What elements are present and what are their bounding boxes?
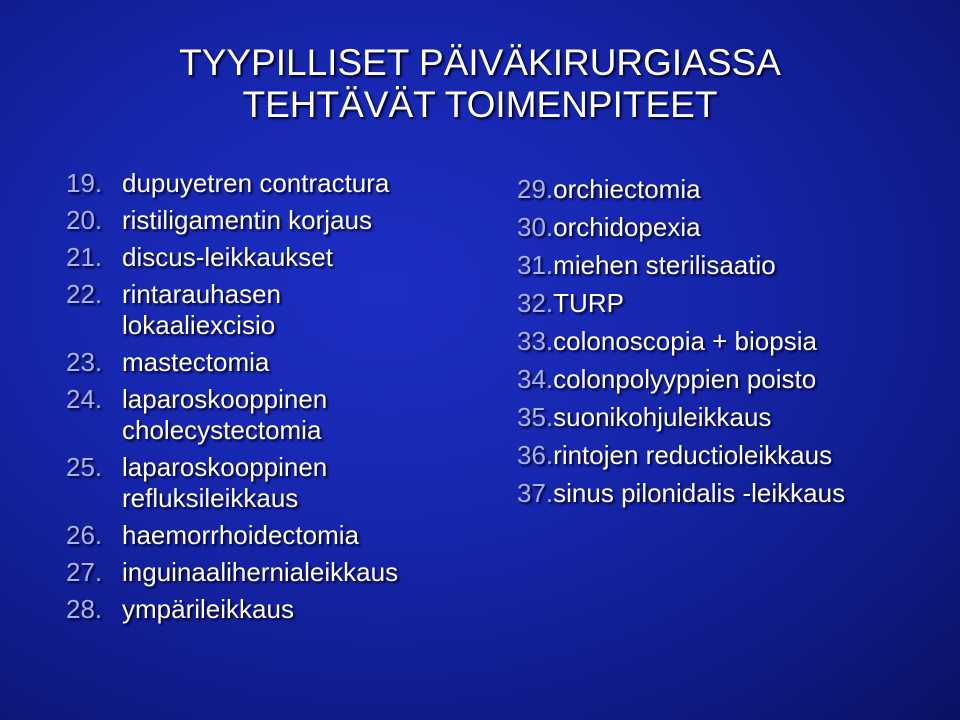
list-item <box>66 242 486 273</box>
list-item <box>517 326 947 357</box>
item-text: rintojen reductioleikkaus <box>553 440 833 470</box>
list-item <box>66 520 486 551</box>
title-line-1: TYYPILLISET PÄIVÄKIRURGIASSA <box>179 42 781 83</box>
procedure-list-left <box>66 168 486 631</box>
item-number: 20. <box>66 205 103 235</box>
list-item <box>517 174 947 205</box>
item-text: miehen sterilisaatio <box>553 250 776 280</box>
item-number: 25. <box>66 452 103 482</box>
item-number: 28. <box>66 594 103 624</box>
item-number: 31. <box>517 250 554 280</box>
list-item <box>66 279 486 341</box>
list-item <box>66 452 486 514</box>
item-text: orchidopexia <box>553 212 701 242</box>
item-text: ristiligamentin korjaus <box>122 205 372 235</box>
list-item <box>517 478 947 509</box>
list-item <box>517 402 947 433</box>
item-number: 37. <box>517 478 554 508</box>
item-number: 36. <box>517 440 554 470</box>
title-line-2: TEHTÄVÄT TOIMENPITEET <box>242 84 718 125</box>
item-number: 26. <box>66 520 103 550</box>
item-text: discus-leikkaukset <box>122 242 333 272</box>
list-item <box>517 440 947 471</box>
list-item <box>66 557 486 588</box>
item-number: 32. <box>517 288 554 318</box>
procedure-list-right <box>517 174 947 516</box>
slide-title <box>0 42 960 126</box>
item-text: ympärileikkaus <box>122 594 294 624</box>
list-item <box>517 212 947 243</box>
item-number: 34. <box>517 364 554 394</box>
item-number: 23. <box>66 347 103 377</box>
list-item <box>517 364 947 395</box>
item-text: colonoscopia + biopsia <box>553 326 817 356</box>
item-text: rintarauhasen lokaaliexcisio <box>122 279 281 340</box>
item-text: laparoskooppinen cholecystectomia <box>122 384 328 445</box>
item-text: haemorrhoidectomia <box>122 520 360 550</box>
item-number: 27. <box>66 557 103 587</box>
item-text: sinus pilonidalis -leikkaus <box>553 478 846 508</box>
list-item <box>66 384 486 446</box>
item-number: 21. <box>66 242 103 272</box>
item-number: 22. <box>66 279 103 309</box>
item-text: suonikohjuleikkaus <box>553 402 772 432</box>
item-number: 30. <box>517 212 554 242</box>
item-number: 29. <box>517 174 554 204</box>
item-text: dupuyetren contractura <box>122 168 390 198</box>
list-item <box>66 347 486 378</box>
item-text: inguinaalihernialeikkaus <box>122 557 399 587</box>
item-text: mastectomia <box>122 347 270 377</box>
item-number: 35. <box>517 402 554 432</box>
item-text: laparoskooppinen refluksileikkaus <box>122 452 328 513</box>
item-text: colonpolyyppien poisto <box>553 364 817 394</box>
item-text: orchiectomia <box>553 174 701 204</box>
list-item <box>66 205 486 236</box>
list-item <box>517 288 947 319</box>
list-item <box>66 168 486 199</box>
item-text: TURP <box>553 288 624 318</box>
item-number: 24. <box>66 384 103 414</box>
item-number: 19. <box>66 168 103 198</box>
list-item <box>517 250 947 281</box>
item-number: 33. <box>517 326 554 356</box>
list-item <box>66 594 486 625</box>
